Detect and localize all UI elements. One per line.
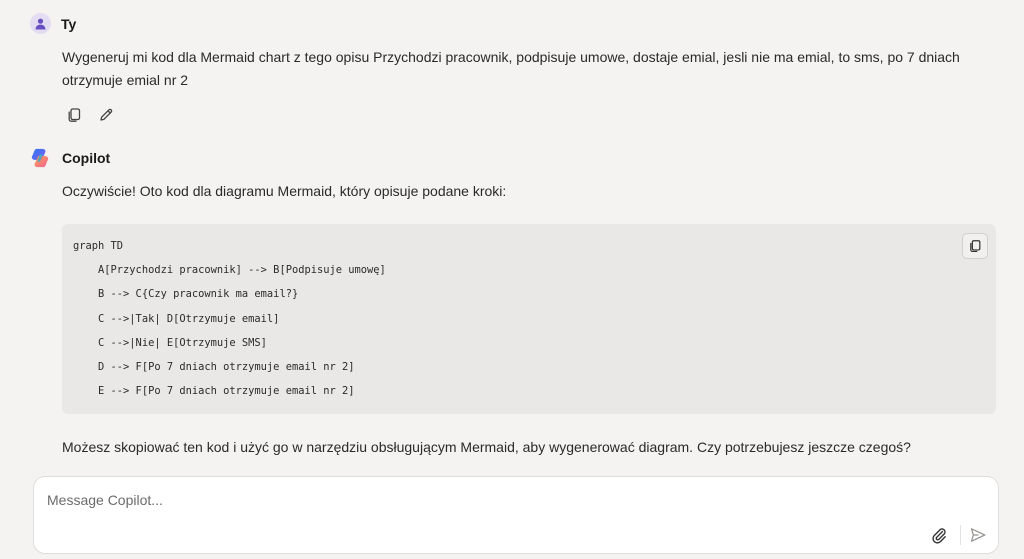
copilot-logo-icon (29, 147, 51, 169)
copy-icon (968, 239, 982, 253)
user-message-text: Wygeneruj mi kod dla Mermaid chart z tego opisu Przychodzi pracownik, podpisuje umowe, dostaje emial, jesli nie ma emial, to sms, po 7 dniach otrzymuje emial nr 2 (62, 49, 960, 88)
code-line: E --> F[Po 7 dniach otrzymuje email nr 2] (73, 385, 355, 398)
paperclip-icon (930, 526, 948, 544)
copilot-outro-text: Możesz skopiować ten kod i użyć go w narzędziu obsługującym Mermaid, aby wygenerować diagram. Czy potrzebujesz jeszcze czegoś? (62, 439, 911, 455)
code-lines (73, 238, 386, 407)
code-line: D --> F[Po 7 dniach otrzymuje email nr 2] (73, 360, 355, 373)
copilot-intro-text: Oczywiście! Oto kod dla diagramu Mermaid, który opisuje podane kroki: (62, 183, 507, 199)
person-icon (35, 18, 46, 30)
code-line: C -->|Nie| E[Otrzymuje SMS] (73, 336, 267, 349)
user-author-name: Ty (61, 15, 77, 32)
copy-icon (66, 107, 82, 123)
edit-message-button[interactable] (96, 105, 116, 125)
user-message-header (30, 13, 76, 34)
code-line: A[Przychodzi pracownik] --> B[Podpisuje umowę] (73, 264, 386, 277)
copy-message-button[interactable] (64, 105, 84, 125)
code-block (62, 224, 996, 414)
send-icon (969, 526, 987, 544)
message-input[interactable] (47, 490, 907, 510)
message-composer (33, 476, 999, 554)
attach-button[interactable] (929, 525, 949, 545)
user-message-actions (64, 105, 116, 125)
copilot-message-header (29, 147, 110, 169)
code-line: graph TD (73, 240, 124, 252)
code-line: B --> C{Czy pracownik ma email?} (73, 288, 299, 301)
copy-code-button[interactable] (962, 233, 988, 259)
user-avatar (30, 13, 51, 34)
composer-divider (960, 525, 961, 545)
send-button[interactable] (968, 525, 988, 545)
edit-icon (98, 107, 114, 123)
copilot-author-name: Copilot (62, 150, 111, 166)
code-line: C -->|Tak| D[Otrzymuje email] (73, 312, 280, 325)
